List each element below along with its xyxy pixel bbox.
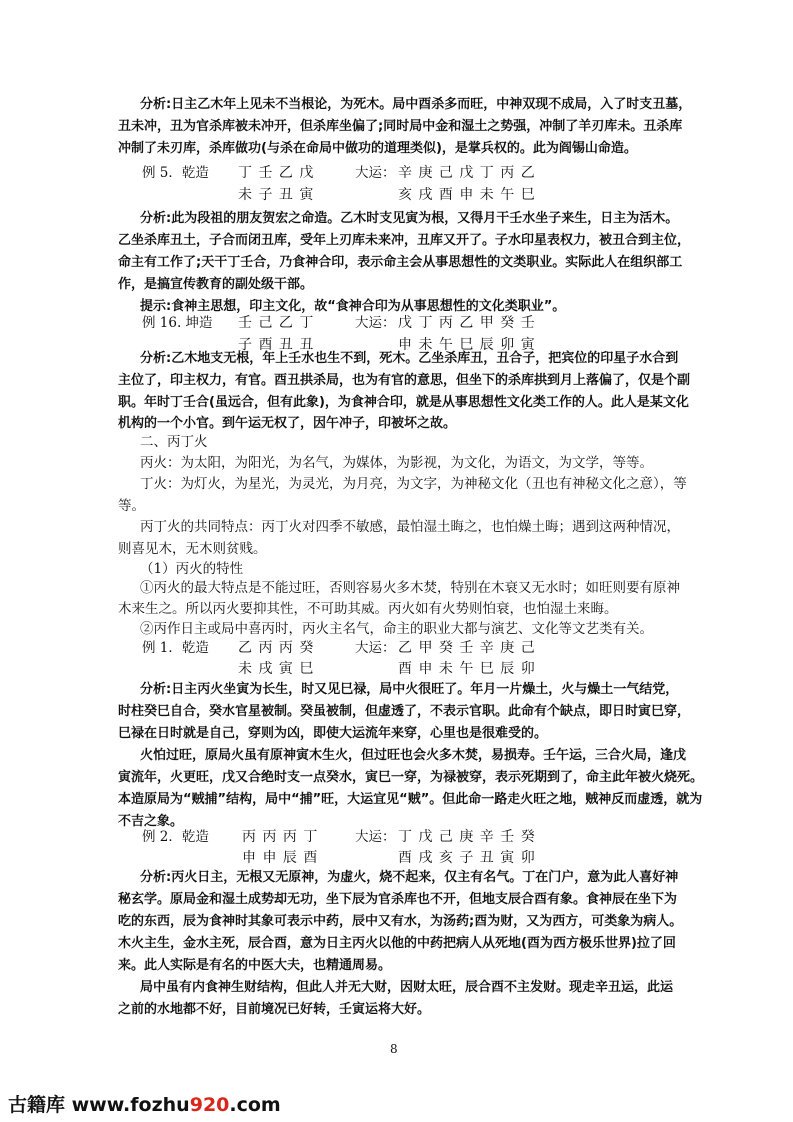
- analysis-line: 吃的东西，辰为食神时其象可表示中药，辰中又有水，为汤药;酉为财，又为西方，可类象为病人。: [118, 914, 683, 929]
- chart-stems: 壬 己 乙 丁: [238, 315, 315, 331]
- chart-label: 例 16. 坤造: [142, 315, 213, 331]
- analysis-line: 机构的一个小官。到午运无权了，因午冲子，印被坏之故。: [118, 416, 457, 431]
- dayun-stems: 辛 庚 己 戊 丁 丙 乙: [398, 165, 536, 181]
- dayun-stems: 丁 戊 己 庚 辛 壬 癸: [398, 829, 536, 845]
- chart-stems: 丁 壬 乙 戊: [238, 165, 315, 181]
- analysis-line: 职。年时丁壬合(虽远合，但有此象)，为食神合印，就是从事思想性文化类工作的人。此人是某文化: [118, 395, 689, 410]
- dayun-branches: 亥 戌 酉 申 未 午 巳: [398, 187, 536, 203]
- analysis-line: 火怕过旺，原局火虽有原神寅木生火，但过旺也会火多木焚，易损寿。壬午运，三合火局，逢戊: [140, 748, 687, 763]
- dayun-stems: 乙 甲 癸 壬 辛 庚 己: [398, 640, 536, 656]
- definition-line: 丙火：为太阳，为阳光，为名气，为媒体，为影视，为文化，为语文，为文学，等等。: [140, 455, 653, 471]
- footer-prefix: 古籍库 www.fozhu: [8, 1094, 190, 1116]
- watermark-footer[interactable]: [8, 1090, 281, 1117]
- analysis-line: 之前的水地都不好，目前境况已好转，壬寅运将大好。: [118, 1002, 431, 1017]
- chart-branches: 未 子 丑 寅: [238, 187, 315, 203]
- analysis-line: 本造原局为“贼捕”结构，局中“捕”旺，大运宜见“贼”。但此命一路走火旺之地，贼神反而虚透，就为: [118, 792, 703, 807]
- chart-label: 例 5．乾造: [142, 165, 209, 181]
- dayun-label: 大运：: [355, 165, 396, 181]
- body-line: 则喜见木，无木则贫贱。: [118, 541, 267, 557]
- analysis-line: 巳禄在日时就是自己，穿则为凶，即使大运流年来穿，心里也是很难受的。: [118, 726, 548, 741]
- chart-label: 例 1．乾造: [142, 640, 209, 656]
- analysis-line: 局中虽有内食神生财结构，但此人并无大财，因财太旺，辰合酉不主发财。现走辛丑运，此运: [140, 980, 674, 995]
- dayun-branches: 酉 申 未 午 巳 辰 卯: [398, 661, 536, 677]
- analysis-line: 乙坐杀库丑土，子合而闭丑库，受年上刃库未来冲，丑库又开了。子水印星表权力，被丑合到主位，: [118, 233, 691, 248]
- body-line: ①丙火的最大特点是不能过旺，否则容易火多木焚，特别在木衰又无水时；如旺则要有原神: [140, 580, 680, 596]
- body-line: ②丙作日主或局中喜丙时，丙火主名气，命主的职业大都与演艺、文化等文艺类有关。: [140, 621, 653, 637]
- analysis-line: 冲制了未刃库，杀库做功(与杀在命局中做功的道理类似)，是掌兵权的。此为阎锡山命造。: [118, 141, 637, 156]
- analysis-line: 木火主生，金水主死，辰合酉，意为日主丙火以他的中药把病人从死地(酉为西方极乐世界)拉了回: [118, 936, 676, 951]
- analysis-line: 分析:日主乙木年上见未不当根论，为死木。局中酉杀多而旺，中神双现不成局，入了时支丑墓，: [140, 97, 692, 112]
- chart-stems: 丙 丙 丙 丁: [242, 829, 319, 845]
- definition-line: 丁火：为灯火，为星光，为灵光，为月亮，为文字，为神秘文化（丑也有神秘文化之意），等: [140, 476, 687, 492]
- section-heading: 二、丙丁火: [140, 434, 208, 450]
- footer-suffix: .com: [229, 1094, 281, 1116]
- analysis-line: 作，是搞宣传教育的副处级干部。: [118, 277, 314, 292]
- tip-line: 提示:食神主思想，印主文化，故“食神合印为从事思想性的文化类职业”。: [140, 299, 566, 314]
- analysis-line: 主位了，印主权力，有官。酉丑拱杀局，也为有官的意思，但坐下的杀库拱到月上落偏了，仅是个副: [118, 373, 691, 388]
- chart-branches: 申 申 辰 酉: [242, 850, 319, 866]
- analysis-line: 分析:乙木地支无根，年上壬水也生不到，死木。乙坐杀库丑，丑合子，把宾位的印星子水合到: [140, 351, 679, 366]
- analysis-line: 分析:此为段祖的朋友贺宏之命造。乙木时支见寅为根，又得月干壬水坐子来生，日主为活木。: [140, 211, 679, 226]
- chart-label: 例 2．乾造: [142, 829, 209, 845]
- dayun-label: 大运：: [355, 315, 396, 331]
- analysis-line: 分析:日主丙火坐寅为长生，时又见巳禄，局中火很旺了。年月一片燥土，火与燥土一气结党，: [140, 682, 679, 697]
- chart-branches: 子 酉 丑 丑: [238, 337, 315, 353]
- chart-stems: 乙 丙 丙 癸: [238, 640, 315, 656]
- analysis-line: 命主有工作了;天干丁壬合，乃食神合印，表示命主会从事思想性的文类职业。实际此人在组织部工: [118, 255, 683, 270]
- analysis-line: 时柱癸巳自合，癸水官星被制。癸虽被制，但虚透了，不表示官职。此命有个缺点，即日时寅巳穿，: [118, 704, 691, 719]
- analysis-line: 寅流年，火更旺，戊又合绝时支一点癸水，寅巳一穿，为禄被穿，表示死期到了，命主此年被火烧死。: [118, 770, 704, 785]
- analysis-line: 分析:丙火日主，无根又无原神，为虚火，烧不起来，仅主有名气。丁在门户，意为此人喜好神: [140, 870, 679, 885]
- footer-accent: 920: [189, 1094, 230, 1116]
- dayun-label: 大运：: [355, 640, 396, 656]
- body-line: 木来生之。所以丙火要抑其性，不可助其威。丙火如有火势则怕衰，也怕湿土来晦。: [118, 601, 618, 617]
- dayun-label: 大运：: [355, 829, 396, 845]
- dayun-stems: 戊 丁 丙 乙 甲 癸 壬: [398, 315, 536, 331]
- analysis-line: 丑未冲，丑为官杀库被未冲开，但杀库坐偏了;同时局中金和湿土之势强，冲制了羊刃库未。丑杀库: [118, 119, 683, 134]
- analysis-line: 不吉之象。: [118, 814, 184, 829]
- page-number: 8: [390, 1042, 398, 1056]
- body-line: 丙丁火的共同特点：丙丁火对四季不敏感，最怕湿土晦之，也怕燥土晦；遇到这两种情况，: [140, 519, 680, 535]
- analysis-line: 秘玄学。原局金和湿土成势却无功，坐下辰为官杀库也不开，但地支辰合酉有象。食神辰在坐下为: [118, 892, 678, 907]
- dayun-branches: 酉 戌 亥 子 丑 寅 卯: [398, 850, 536, 866]
- definition-line: 等。: [118, 498, 145, 514]
- chart-branches: 未 戌 寅 巳: [238, 661, 315, 677]
- analysis-line: 来。此人实际是有名的中医大夫，也精通周易。: [118, 958, 392, 973]
- dayun-branches: 申 未 午 巳 辰 卯 寅: [398, 337, 536, 353]
- subsection-heading: （1）丙火的特性: [140, 561, 244, 577]
